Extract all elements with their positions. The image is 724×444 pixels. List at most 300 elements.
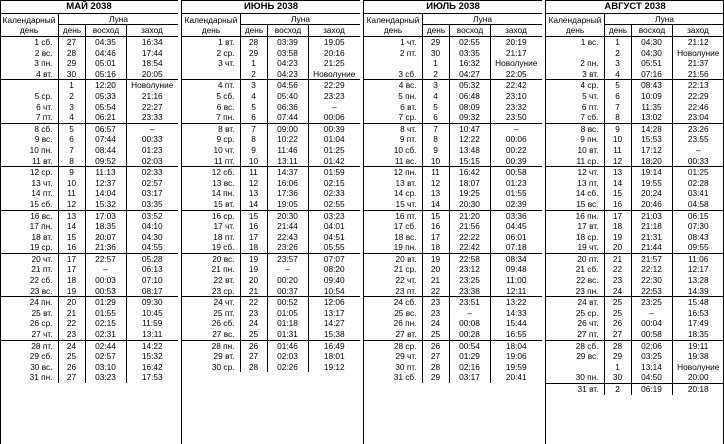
moon-age-cell: 20 — [604, 242, 631, 253]
table-row — [364, 156, 542, 167]
calendar-day-cell: 1 сб. — [34, 37, 53, 47]
table-row — [546, 340, 724, 351]
moon-age-cell: 13 — [240, 188, 267, 199]
moonrise-cell: 13:48 — [449, 145, 490, 156]
table-row — [364, 297, 542, 308]
moonrise-cell: 14:37 — [267, 167, 308, 178]
moon-age-header: день — [58, 25, 85, 36]
moon-age-cell: 6 — [604, 91, 631, 102]
moonset-cell: 23:32 — [505, 101, 527, 112]
calendar-day-cell: 21 пт. — [31, 264, 53, 275]
moonrise-cell: 04:23 — [267, 58, 308, 69]
table-row — [364, 318, 542, 329]
moonset-cell: – — [149, 123, 155, 134]
table-row — [0, 264, 178, 275]
moon-age-cell: 17 — [58, 264, 85, 275]
calendar-day-cell: 10 пн. — [29, 144, 53, 155]
moonset-header: заход — [687, 25, 709, 35]
column-divider — [545, 0, 546, 444]
moon-age-cell: 3 — [58, 102, 85, 113]
moonrise-cell: 02:15 — [85, 318, 126, 329]
moonrise-cell: 08:43 — [631, 80, 672, 91]
moon-age-cell: 28 — [604, 340, 631, 351]
moon-age-cell: 29 — [422, 372, 449, 383]
moon-age-cell: 16 — [604, 199, 631, 210]
calendar-day-cell: 12 сб. — [211, 167, 235, 178]
table-row — [546, 91, 724, 102]
moonrise-cell: 11:46 — [267, 145, 308, 156]
moon-age-cell: 26 — [58, 362, 85, 373]
calendar-day-cell: 14 пн. — [211, 188, 235, 199]
calendar-day-cell: 17 сб. — [393, 221, 417, 232]
calendar-day-cell: 17 вт. — [577, 221, 599, 232]
table-row — [182, 156, 360, 167]
calendar-day-cell: 14 ср. — [393, 188, 417, 199]
moonset-cell: 17:53 — [141, 372, 163, 383]
moonset-cell: 03:41 — [687, 188, 709, 199]
calendar-day-cell: 16 пт. — [395, 210, 417, 221]
calendar-day-cell: 13 вт. — [395, 177, 417, 188]
moon-age-cell: 28 — [58, 48, 85, 59]
moon-age-cell: 26 — [604, 318, 631, 329]
moonset-cell: 16:49 — [323, 340, 345, 351]
table-row — [364, 362, 542, 373]
moon-age-cell: 21 — [240, 286, 267, 297]
moonrise-cell: 04:30 — [631, 37, 672, 48]
moon-age-cell: 8 — [58, 156, 85, 167]
moonset-cell: 20:41 — [505, 372, 527, 383]
calendar-day-header: Календарный день — [366, 15, 420, 35]
moonset-cell: 23:26 — [687, 123, 709, 134]
calendar-day-cell: 31 сб. — [393, 372, 417, 383]
moonrise-cell: 04:46 — [85, 48, 126, 59]
moon-age-cell: 14 — [58, 221, 85, 232]
moon-age-cell: 29 — [240, 48, 267, 59]
moonset-cell: 07:07 — [323, 253, 345, 264]
moon-age-cell: 27 — [422, 351, 449, 362]
table-row — [182, 123, 360, 134]
moonrise-cell: 13:02 — [631, 112, 672, 123]
table-row — [364, 48, 542, 59]
moonset-cell: 01:04 — [323, 134, 345, 145]
moon-age-cell: 17 — [58, 253, 85, 264]
calendar-day-cell: 13 пт. — [577, 177, 599, 188]
moon-age-cell: 22 — [58, 318, 85, 329]
moon-age-cell: 19 — [240, 253, 267, 264]
moonset-cell: – — [695, 144, 701, 155]
table-row — [546, 297, 724, 308]
moon-header: Луна — [240, 14, 360, 25]
table-row — [364, 232, 542, 243]
calendar-day-cell: 20 вт. — [395, 253, 417, 264]
moonset-cell: 22:13 — [687, 80, 709, 91]
calendar-day-cell: 16 ср. — [211, 210, 235, 221]
calendar-day-cell: 23 ср. — [182, 286, 240, 297]
table-row — [0, 221, 178, 232]
calendar-day-cell: 23 пн. — [546, 286, 604, 297]
table-row — [546, 372, 724, 383]
calendar-day-cell: 31 пн. — [29, 372, 53, 383]
moonrise-header: восход — [85, 25, 127, 36]
moonset-cell: 01:23 — [505, 177, 527, 188]
calendar-day-cell: 26 чт. — [577, 318, 599, 329]
moonrise-header: восход — [449, 25, 491, 36]
moonset-cell: – — [331, 101, 337, 112]
moonset-cell: 00:33 — [672, 156, 724, 167]
calendar-day-cell: 9 пн. — [580, 134, 599, 145]
moon-age-cell: 7 — [58, 145, 85, 156]
moonset-cell: 09:55 — [672, 242, 724, 253]
calendar-day-cell: 28 ср. — [393, 340, 417, 351]
calendar-day-cell: 28 пн. — [211, 340, 235, 351]
moonrise-cell: 00:03 — [85, 275, 126, 286]
moon-age-cell: 30 — [58, 69, 85, 80]
moonrise-cell: 03:10 — [85, 362, 126, 373]
moonrise-cell: 17:03 — [85, 210, 126, 221]
calendar-day-cell: 7 ср. — [364, 112, 422, 123]
table-row — [0, 340, 178, 351]
moonrise-cell: 19:25 — [449, 188, 490, 199]
calendar-day-header: Календарный день — [2, 15, 56, 35]
moon-age-cell: 5 — [58, 123, 85, 134]
moon-age-cell: 2 — [58, 91, 85, 102]
month-panel — [364, 0, 542, 444]
moon-age-cell: 20 — [58, 297, 85, 308]
table-row — [364, 123, 542, 134]
calendar-day-cell: 6 пт. — [581, 101, 599, 112]
table-row — [364, 242, 542, 253]
moonset-cell: 01:55 — [505, 188, 527, 199]
moonrise-cell: 05:32 — [449, 80, 490, 91]
moon-age-cell: 15 — [240, 210, 267, 221]
table-row — [0, 112, 178, 123]
moon-age-cell: 24 — [604, 286, 631, 297]
moon-age-cell: 8 — [422, 134, 449, 145]
moonrise-cell: 15:53 — [631, 134, 672, 145]
moonset-cell: 03:23 — [323, 210, 345, 221]
table-row — [0, 37, 178, 48]
moonrise-cell: 09:00 — [267, 123, 308, 134]
moonset-cell: 23:55 — [687, 134, 709, 145]
moonset-cell: 13:22 — [505, 297, 527, 308]
moonrise-cell: 14:28 — [631, 123, 672, 134]
calendar-day-cell: 30 вс. — [30, 361, 53, 372]
table-row — [182, 221, 360, 232]
table-row — [0, 318, 178, 329]
moon-age-cell: 3 — [604, 58, 631, 69]
moonset-cell: 04:10 — [141, 221, 163, 232]
moon-age-cell: 29 — [422, 37, 449, 48]
moonrise-cell: 03:23 — [85, 372, 126, 383]
moonrise-cell: 21:31 — [631, 232, 672, 243]
table-row — [182, 91, 360, 102]
moonset-cell: 22:29 — [323, 80, 345, 91]
moonset-cell: 03:17 — [141, 188, 163, 199]
calendar-day-cell: 19 сб. — [182, 242, 240, 253]
moonset-cell: 02:57 — [141, 177, 163, 188]
table-row — [364, 37, 542, 48]
moon-age-cell: 2 — [604, 48, 631, 59]
calendar-day-cell: 4 вс. — [398, 80, 417, 91]
table-row — [364, 167, 542, 178]
table-row — [364, 102, 542, 113]
moonrise-cell: 04:35 — [85, 37, 126, 48]
calendar-day-cell: 25 вс. — [394, 307, 417, 318]
moon-age-cell: 22 — [422, 286, 449, 297]
moon-age-cell: 29 — [604, 351, 631, 362]
moonrise-cell: 13:11 — [267, 156, 308, 167]
table-row — [546, 112, 724, 123]
calendar-day-cell: 2 вс. — [34, 47, 53, 58]
moonrise-cell: 07:44 — [85, 134, 126, 145]
moon-age-cell: 1 — [58, 80, 85, 91]
moon-age-cell: 23 — [422, 297, 449, 308]
moonrise-cell: 01:31 — [267, 329, 308, 340]
calendar-day-cell: 4 пт. — [217, 80, 235, 91]
moon-age-cell: 12 — [58, 199, 85, 210]
moon-age-cell: 16 — [240, 221, 267, 232]
calendar-day-cell — [182, 69, 240, 80]
moonrise-cell: 09:52 — [85, 156, 126, 167]
moonset-cell: 23:10 — [505, 90, 527, 101]
table-row — [0, 178, 178, 189]
table-row — [364, 188, 542, 199]
table-row — [364, 145, 542, 156]
moonset-header: заход — [505, 25, 527, 35]
month-panel — [546, 0, 724, 444]
calendar-day-cell: 22 чт. — [395, 275, 417, 286]
calendar-day-cell: 12 чт. — [577, 167, 599, 178]
table-row — [0, 297, 178, 308]
moonset-cell: 20:19 — [505, 37, 527, 47]
table-row — [546, 351, 724, 362]
calendar-day-cell: 26 пн. — [393, 318, 417, 329]
moonrise-cell: 14:04 — [85, 188, 126, 199]
table-row — [0, 275, 178, 286]
month-panel — [182, 0, 360, 444]
moonset-cell: Новолуние — [308, 69, 360, 80]
moonrise-cell: 09:32 — [449, 112, 490, 123]
moon-age-cell: 4 — [604, 69, 631, 80]
moon-age-cell: 10 — [604, 134, 631, 145]
calendar-day-cell: 8 чт. — [400, 123, 417, 134]
moonrise-cell: 11:35 — [631, 102, 672, 113]
moon-age-cell: 13 — [422, 188, 449, 199]
table-row — [364, 134, 542, 145]
calendar-day-cell: 25 пт. — [213, 307, 235, 318]
moonset-cell: 01:59 — [323, 167, 345, 178]
moonrise-cell: 13:14 — [631, 362, 672, 373]
table-row — [0, 69, 178, 80]
moonset-cell: 02:28 — [687, 177, 709, 188]
moon-age-cell: 14 — [240, 199, 267, 210]
table-row — [0, 58, 178, 69]
moon-age-cell: 3 — [422, 80, 449, 91]
table-row — [182, 275, 360, 286]
moonset-cell: 20:05 — [126, 69, 178, 80]
moonset-cell: 08:34 — [505, 253, 527, 264]
moonrise-cell: 18:07 — [449, 178, 490, 189]
calendar-day-cell: 27 пт. — [546, 329, 604, 340]
calendar-day-cell: 10 сб. — [393, 144, 417, 155]
moonrise-cell: – — [267, 264, 308, 275]
moonset-cell: 01:25 — [323, 144, 345, 155]
moon-age-cell: 11 — [58, 188, 85, 199]
moon-age-cell: 7 — [604, 102, 631, 113]
moon-age-cell: 15 — [422, 210, 449, 221]
table-row — [364, 372, 542, 383]
moonset-cell: 02:15 — [323, 177, 345, 188]
moon-age-cell: 20 — [422, 264, 449, 275]
moonrise-cell: 04:23 — [267, 69, 308, 80]
moonset-cell: 00:06 — [505, 134, 527, 145]
moonset-cell: 11:59 — [142, 318, 163, 329]
table-row — [546, 167, 724, 178]
moonset-cell: 16:53 — [687, 307, 709, 318]
moonset-header: заход — [323, 25, 345, 35]
table-row — [182, 80, 360, 91]
moonset-cell: 11:00 — [506, 275, 527, 286]
moon-age-cell: 9 — [422, 145, 449, 156]
moonrise-cell: 20:24 — [631, 188, 672, 199]
moonrise-cell: – — [449, 308, 490, 319]
calendar-day-cell: 7 сб. — [546, 112, 604, 123]
calendar-day-cell: 29 вс. — [576, 351, 599, 362]
moon-age-cell: 19 — [240, 264, 267, 275]
moonrise-cell: 23:51 — [449, 297, 490, 308]
moonrise-cell: 10:09 — [631, 91, 672, 102]
moonset-cell: 16:34 — [141, 37, 163, 47]
table-row — [546, 384, 724, 395]
calendar-day-cell: 21 сб. — [575, 264, 599, 275]
calendar-day-cell: 9 ср. — [216, 134, 235, 145]
calendar-day-cell: 17 чт. — [213, 221, 235, 232]
table-row — [0, 145, 178, 156]
moonset-cell: 07:30 — [687, 221, 709, 232]
moonset-cell: 21:56 — [672, 69, 724, 80]
moon-age-cell: 19 — [58, 286, 85, 297]
moonset-cell: 10:45 — [141, 307, 163, 318]
table-row — [182, 351, 360, 362]
calendar-day-cell: 12 пн. — [393, 167, 417, 178]
moon-age-cell: 17 — [240, 232, 267, 243]
calendar-day-cell: 20 пт. — [577, 253, 599, 264]
moonrise-cell: 04:30 — [631, 48, 672, 59]
table-row — [546, 80, 724, 91]
moonset-cell: Новолуние — [677, 361, 720, 372]
moonrise-cell: 06:36 — [267, 102, 308, 113]
table-row — [0, 253, 178, 264]
moonrise-cell: 19:55 — [631, 178, 672, 189]
moonset-cell: 18:01 — [323, 351, 345, 362]
moon-age-cell: 30 — [604, 372, 631, 383]
moonrise-header: восход — [631, 25, 673, 36]
table-row — [0, 242, 178, 253]
moonrise-cell: 23:26 — [267, 242, 308, 253]
calendar-day-cell: 3 пн. — [34, 58, 53, 69]
table-row — [546, 318, 724, 329]
moonset-cell: 14:33 — [505, 307, 527, 318]
table-row — [182, 69, 360, 80]
moon-age-cell: 21 — [422, 275, 449, 286]
moonrise-cell: 07:16 — [631, 69, 672, 80]
moonset-cell: 00:39 — [490, 156, 542, 167]
calendar-day-cell: 8 вт. — [218, 123, 235, 134]
moonset-cell: 03:36 — [505, 210, 527, 221]
moonrise-cell: 03:25 — [631, 351, 672, 362]
moonset-cell: 13:17 — [323, 307, 345, 318]
moonrise-cell: 00:54 — [449, 340, 490, 351]
calendar-day-cell: 15 вт. — [182, 199, 240, 210]
calendar-day-cell: 5 чт. — [582, 90, 599, 101]
moonrise-cell: 20:30 — [267, 210, 308, 221]
moonrise-cell: 22:22 — [449, 232, 490, 243]
moon-age-cell: 5 — [604, 80, 631, 91]
moon-age-cell: 4 — [240, 91, 267, 102]
moonset-cell: 20:16 — [323, 47, 345, 58]
moon-header: Луна — [604, 14, 724, 25]
moon-age-cell: 10 — [58, 178, 85, 189]
calendar-day-cell: 11 ср. — [546, 156, 604, 167]
moon-age-cell: 26 — [422, 340, 449, 351]
calendar-day-cell: 2 ср. — [216, 47, 235, 58]
moonset-cell: 02:33 — [323, 188, 345, 199]
moonrise-cell: 23:12 — [449, 264, 490, 275]
moonrise-cell: 00:52 — [267, 297, 308, 308]
moonset-cell: – — [513, 123, 519, 134]
calendar-day-cell: 17 пн. — [29, 221, 53, 232]
moon-age-cell: 28 — [240, 362, 267, 373]
moonrise-cell: 03:17 — [449, 372, 490, 383]
moonrise-cell: 22:57 — [85, 253, 126, 264]
moonset-cell: 04:01 — [323, 221, 345, 232]
table-row — [182, 102, 360, 113]
month-title: ИЮЛЬ 2038 — [364, 0, 542, 14]
calendar-day-cell: 7 пт. — [0, 112, 58, 123]
moonrise-cell: 02:31 — [85, 329, 126, 340]
table-row — [546, 264, 724, 275]
table-row — [182, 297, 360, 308]
calendar-day-cell: 30 ср. — [211, 361, 235, 372]
calendar-day-cell — [364, 58, 422, 69]
calendar-day-cell: 27 вт. — [364, 329, 422, 340]
moon-age-cell: 16 — [58, 242, 85, 253]
moonset-cell: Новолуние — [495, 58, 538, 69]
moonrise-cell: 16:06 — [267, 178, 308, 189]
moonrise-cell: 21:56 — [449, 221, 490, 232]
moon-age-cell: 27 — [604, 329, 631, 340]
moonrise-cell: 16:32 — [449, 58, 490, 69]
moon-age-cell: 1 — [604, 37, 631, 48]
table-row — [364, 351, 542, 362]
moon-table — [364, 37, 542, 383]
moon-age-cell: 24 — [58, 340, 85, 351]
month-title: ИЮНЬ 2038 — [182, 0, 360, 14]
calendar-day-cell: 8 вс. — [580, 123, 599, 134]
moon-header: Луна — [58, 14, 178, 25]
calendar-day-cell: 2 пт. — [399, 47, 417, 58]
moonrise-cell: 12:20 — [85, 80, 126, 91]
moonrise-cell: 21:44 — [267, 221, 308, 232]
moon-age-cell: 2 — [240, 69, 267, 80]
calendar-day-cell: 16 пн. — [575, 210, 599, 221]
moonset-cell: 19:12 — [323, 361, 345, 372]
moonrise-cell: 19:14 — [631, 167, 672, 178]
table-row — [0, 102, 178, 113]
calendar-day-cell: 19 пн. — [364, 242, 422, 253]
table-row — [546, 253, 724, 264]
calendar-day-cell: 9 вс. — [34, 134, 53, 145]
